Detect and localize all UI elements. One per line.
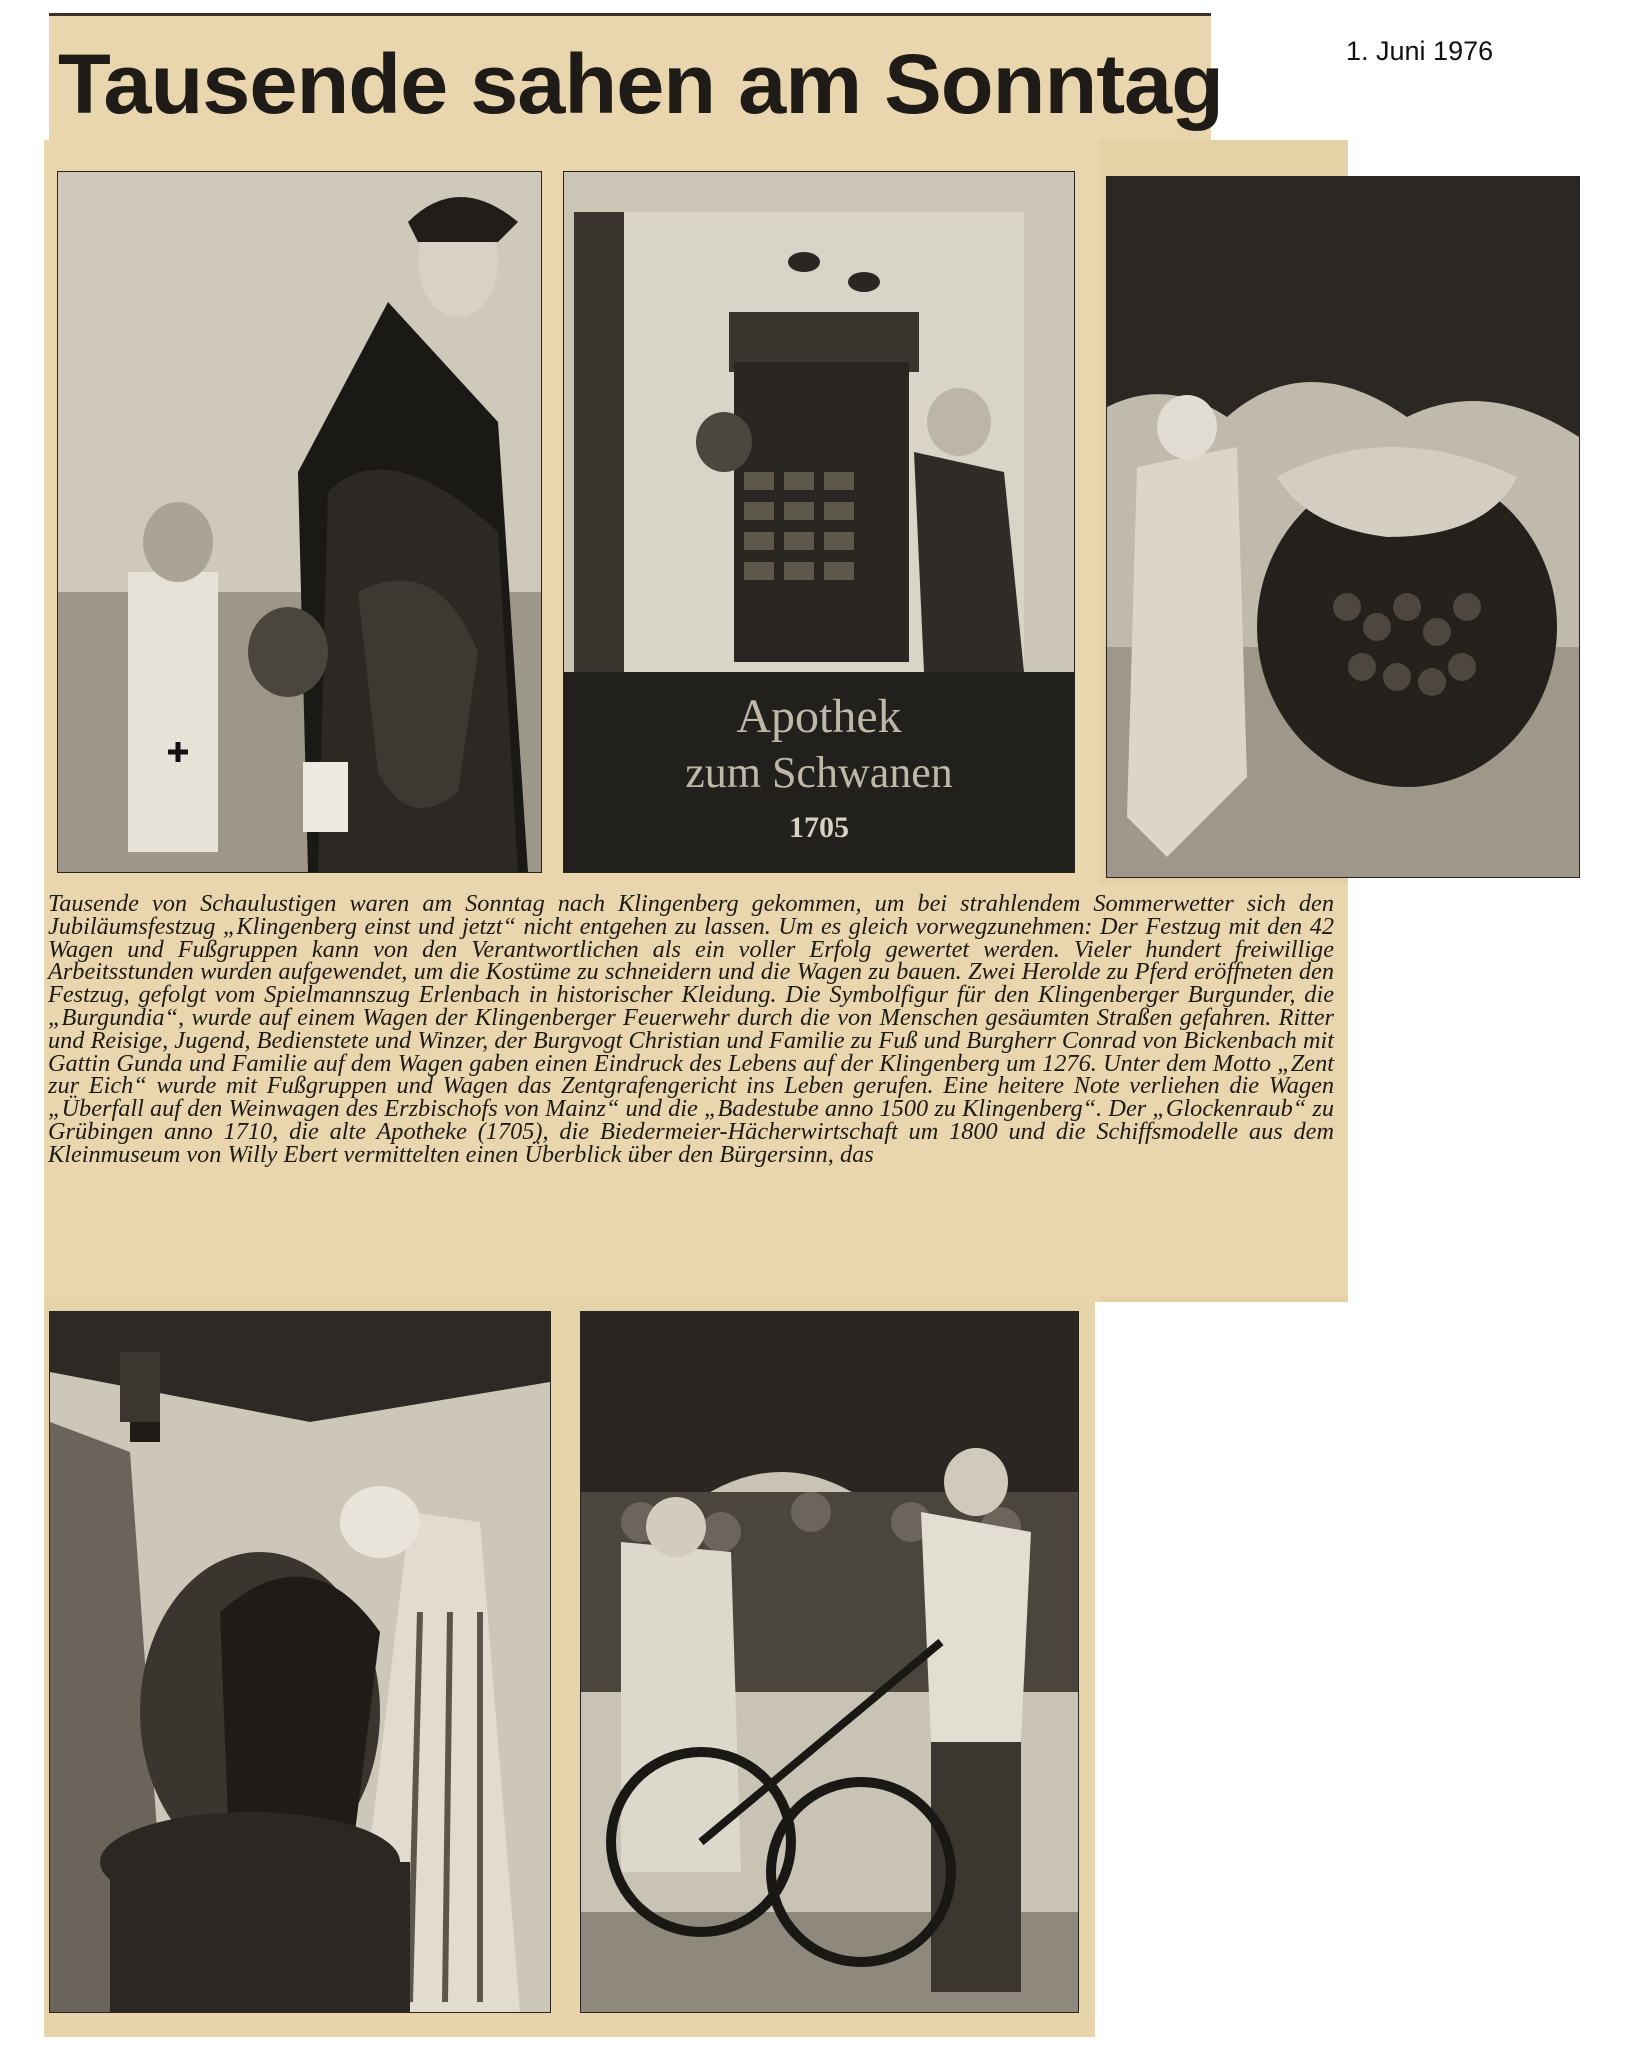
- clipping-date: 1. Juni 1976: [1346, 36, 1494, 66]
- wagon-sign-subtitle: zum Schwanen: [685, 748, 953, 797]
- photo-herald-on-horse: [57, 171, 542, 873]
- photo-cart-pullers: [580, 1311, 1079, 2013]
- article-body: Tausende von Schaulustigen waren am Sonntag nach Klingenberg gekommen, um bei strahlendem Sommerwetter sich den Jubiläumsfestzug „Klingenberg einst und jetzt“ nicht entgehen zu lassen. Um es gleich vorwegzunehmen: Der Festzug mit den 42 Wagen und Fußgruppen kann von den Verantwortlichen als ein voller Erfolg gewertet werden. Vieler hundert freiwillige Arbeitsstunden wurden aufgewendet, um die Kostüme zu schneidern und die Wagen zu bauen. Zwei Herolde zu Pferd eröffneten den Festzug, gefolgt vom Spielmannszug Erlenbach in historischer Kleidung. Die Symbolfigur für den Klingenberger Burgunder, die „Burgundia“, wurde auf einem Wagen der Klingenberger Feuerwehr durch die von Menschen gesäumten Straßen gefahren. Ritter und Reisige, Jugend, Bedienstete und Winzer, der Burgvogt Christian und Familie zu Fuß und Burgherr Conrad von Bickenbach mit Gattin Gunda und Familie auf dem Wagen gaben einen Eindruck des Lebens auf der Klingenberg um 1276. Unter dem Motto „Zent zur Eich“ wurde mit Fußgruppen und Wagen das Zentgrafengericht ins Leben gerufen. Eine heitere Note verliehen die Wagen „Überfall auf den Weinwagen des Erzbischofs von Mainz“ und die „Badestube anno 1500 zu Klingenberg“. Der „Glockenraub“ zu Grübingen anno 1710, die alte Apotheke (1705), die Biedermeier-Hächerwirtschaft um 1800 und die Schiffsmodelle aus dem Kleinmuseum von Willy Ebert vermittelten einen Überblick über den Bürgersinn, das: [48, 890, 1334, 1168]
- headline: Tausende sahen am Sonntag: [58, 37, 1223, 131]
- photo-grape-wagon: [1106, 176, 1580, 878]
- wagon-sign-year: 1705: [789, 811, 849, 844]
- photo-pharmacy-wagon: [563, 171, 1075, 873]
- photo-bath-house: [49, 1311, 551, 2013]
- wagon-sign-name: Apothek: [736, 690, 902, 743]
